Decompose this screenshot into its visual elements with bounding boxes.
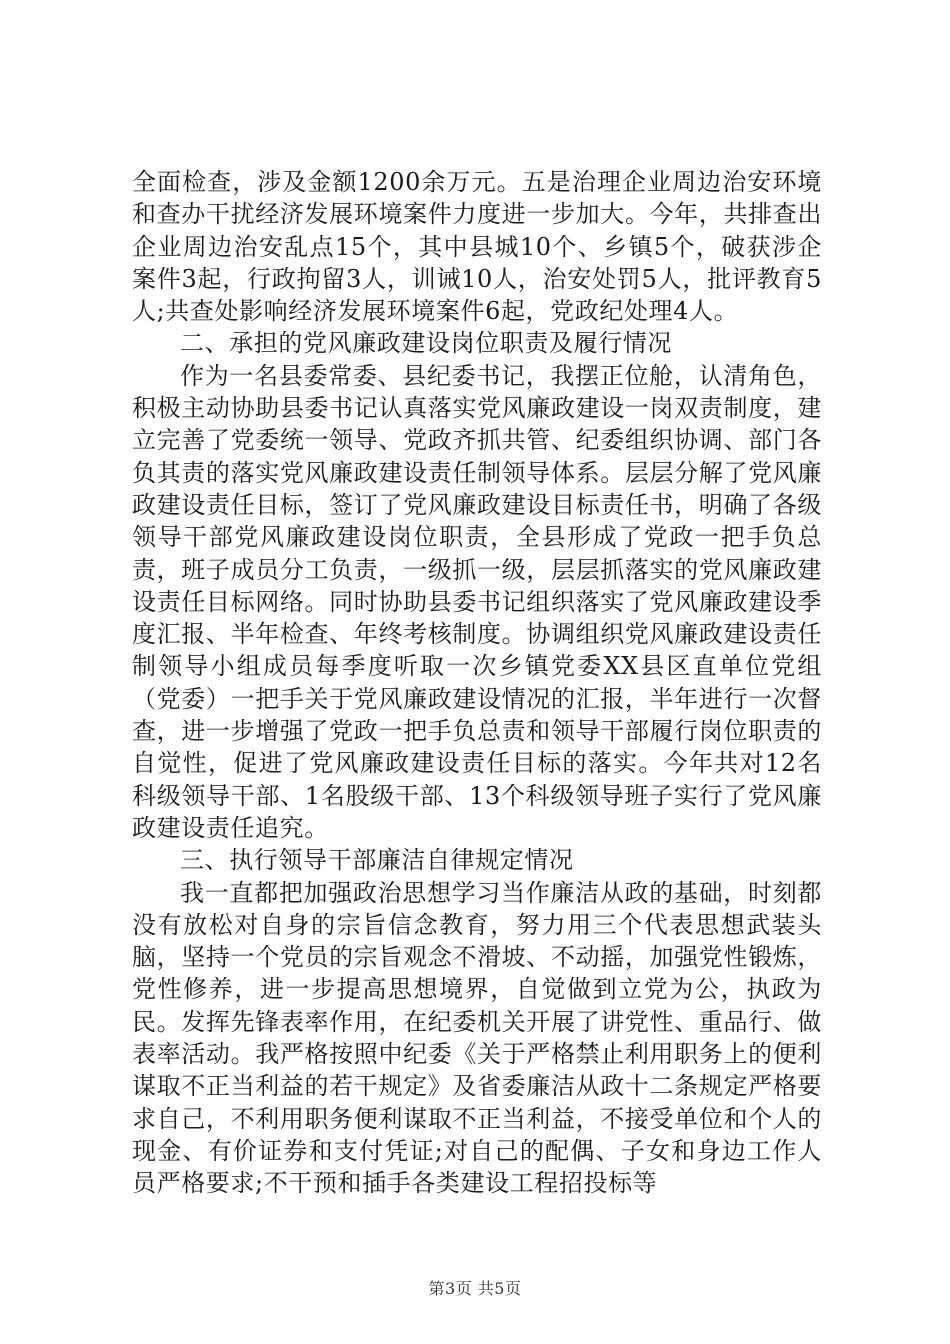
paragraph-section-2: 作为一名县委常委、县纪委书记，我摆正位舱，认清角色，积极主动协助县委书记认真落实党风廉政建设一岗双责制度，建立完善了党委统一领导、党政齐抓共管、纪委组织协调、部门各负其责的落实党风廉政建设责任制领导体系。层层分解了党风廉政建设责任目标，签订了党风廉政建设目标责任书，明确了各级领导干部党风廉政建设岗位职责，全县形成了党政一把手负总责，班子成员分工负责，一级抓一级，层层抓落实的党风廉政建设责任目标网络。同时协助县委书记组织落实了党风廉政建设季度汇报、半年检查、年终考核制度。协调组织党风廉政建设责任制领导小组成员每季度听取一次乡镇党委XX县区直单位党组（党委）一把手关于党风廉政建设情况的汇报，半年进行一次督查，进一步增强了党政一把手负总责和领导干部履行岗位职责的自觉性，促进了党风廉政建设责任目标的落实。今年共对12名科级领导干部、1名股级干部、13个科级领导班子实行了党风廉政建设责任追究。 [132,361,822,842]
paragraph-continuation: 全面检查，涉及金额1200余万元。五是治理企业周边治安环境和查办干扰经济发展环境案件力度进一步加大。今年，共排查出企业周边治安乱点15个，其中县城10个、乡镇5个，破获涉企案件3起，行政拘留3人，训诫10人，治安处罚5人，批评教育5人;共查处影响经济发展环境案件6起，党政纪处理4人。 [132,168,822,326]
section-heading-3: 三、执行领导干部廉洁自律规定情况 [180,846,574,875]
paragraph-section-3: 我一直都把加强政治思想学习当作廉洁从政的基础，时刻都没有放松对自身的宗旨信念教育，努力用三个代表思想武装头脑，坚持一个党员的宗旨观念不滑坡、不动摇，加强党性锻炼，党性修养，进一步提高思想境界，自觉做到立党为公，执政为民。发挥先锋表率作用，在纪委机关开展了讲党性、重品行、做表率活动。我严格按照中纪委《关于严格禁止利用职务上的便利谋取不正当利益的若干规定》及省委廉洁从政十二条规定严格要求自己，不利用职务便利谋取不正当利益，不接受单位和个人的现金、有价证券和支付凭证;对自己的配偶、子女和身边工作人员严格要求;不干预和插手各类建设工程招投标等 [132,878,822,1198]
section-heading-2: 二、承担的党风廉政建设岗位职责及履行情况 [180,329,672,358]
page-footer: 第3页 共5页 [428,1279,522,1298]
document-body [132,166,822,1200]
